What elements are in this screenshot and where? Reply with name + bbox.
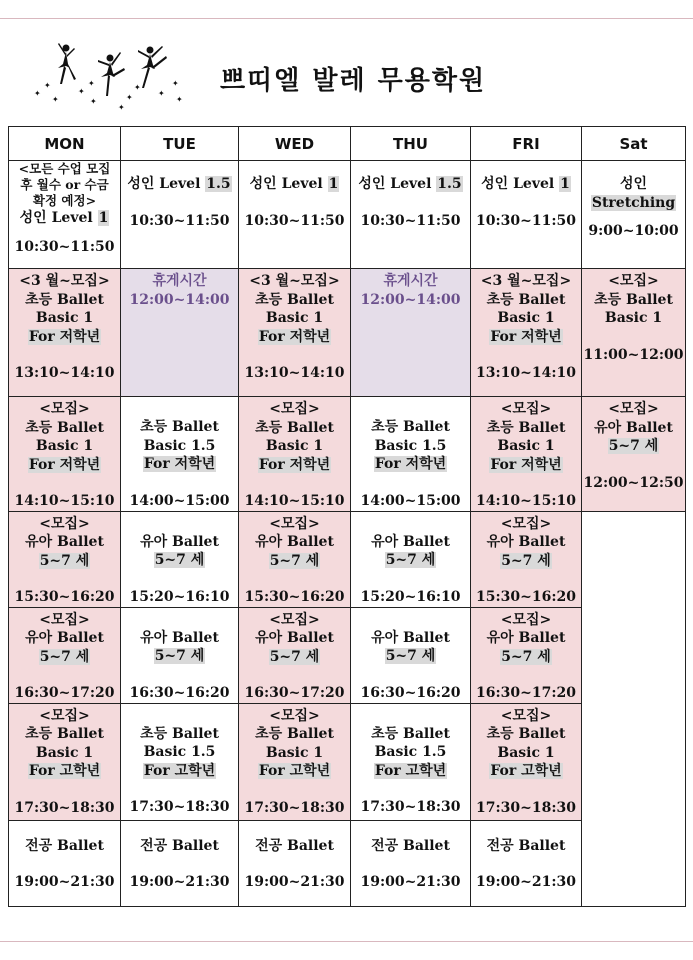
class-time: 10:30~11:50 (129, 212, 230, 229)
class-target: For 고학년 (143, 762, 216, 779)
class-cell-mon (9, 269, 121, 397)
class-time: 19:00~21:30 (129, 874, 230, 890)
class-level: 1.5 (206, 176, 231, 192)
class-level: Basic 1 (35, 438, 94, 454)
class-name: 초등 Ballet (140, 419, 219, 435)
page-title: 쁘띠엘 발레 무용학원 (220, 66, 487, 96)
class-time: 15:30~16:20 (476, 589, 576, 605)
class-time: 19:00~21:30 (14, 874, 115, 890)
class-time: 14:00~15:00 (360, 492, 461, 509)
class-name: 유아 Ballet (371, 629, 450, 646)
class-target: For 고학년 (490, 763, 562, 779)
break-cell-thu (351, 269, 471, 397)
timetable-row (9, 511, 686, 607)
class-time: 17:30~18:30 (360, 799, 461, 815)
class-level: Basic 1 (497, 744, 555, 761)
recruit-tag: <모집> (500, 707, 552, 724)
svg-text:✦: ✦ (90, 97, 97, 106)
class-level: Basic 1 (265, 438, 324, 454)
class-time: 14:10~15:10 (14, 493, 115, 509)
class-name: 전공 Ballet (371, 837, 450, 854)
recruit-tag: <모집> (608, 273, 659, 289)
class-name: 초등 Ballet (486, 291, 566, 308)
class-cell-tue (121, 703, 239, 820)
class-cell-thu (351, 607, 471, 703)
class-cell-fri-adult (471, 161, 582, 269)
class-cell-wed (239, 397, 351, 512)
recruit-tag: <모집> (500, 611, 552, 628)
class-level: Basic 1 (497, 310, 555, 326)
class-cell-fri (471, 703, 582, 820)
class-target: For 저학년 (258, 456, 331, 473)
class-cell-thu (351, 820, 471, 906)
class-time: 11:00~12:00 (583, 346, 684, 363)
class-cell-sat (582, 397, 686, 512)
class-target: For 저학년 (258, 328, 331, 345)
class-time: 14:10~15:10 (476, 493, 576, 509)
recruit-tag: <모집> (269, 401, 320, 417)
class-cell-sat (582, 269, 686, 397)
class-name: 유아 Ballet (594, 419, 673, 436)
break-label: 휴게시간 (152, 273, 207, 289)
class-cell-wed (239, 269, 351, 397)
class-cell-mon (9, 397, 121, 512)
break-time: 12:00~14:00 (360, 291, 461, 308)
break-label: 휴게시간 (383, 273, 438, 289)
recruit-tag: <3 월~모집> (249, 273, 340, 289)
class-name: 성인 Level (249, 176, 328, 192)
class-time: 15:20~16:10 (129, 588, 230, 605)
recruit-tag: <모집> (269, 707, 320, 724)
recruit-tag: <모집> (39, 401, 90, 417)
schedule-note: <모든 수업 모집 (18, 161, 111, 176)
class-age: 5~7 세 (501, 552, 551, 569)
class-time: 12:00~12:50 (583, 474, 684, 491)
class-time: 14:10~15:10 (244, 493, 345, 509)
class-cell-sat-adult (582, 161, 686, 269)
class-name: 성인 (619, 176, 648, 192)
class-target: For 저학년 (28, 328, 101, 345)
day-header-sat: Sat (582, 127, 686, 161)
class-time: 16:30~16:20 (129, 684, 230, 701)
class-name: 유아 Ballet (371, 533, 450, 550)
class-name: 유아 Ballet (25, 534, 104, 550)
class-time: 19:00~21:30 (360, 874, 461, 890)
class-cell-fri (471, 269, 582, 397)
class-age: 5~7 세 (501, 648, 551, 665)
class-level: Basic 1 (35, 310, 94, 326)
class-cell-wed (239, 607, 351, 703)
break-time: 12:00~14:00 (129, 291, 230, 308)
class-cell-fri (471, 607, 582, 703)
class-cell-mon (9, 703, 121, 820)
class-age: 5~7 세 (39, 552, 90, 569)
class-time: 16:30~17:20 (244, 685, 345, 701)
class-time: 10:30~11:50 (244, 212, 345, 229)
class-cell-mon (9, 820, 121, 906)
class-age: 5~7 세 (269, 648, 320, 665)
class-cell-wed (239, 820, 351, 906)
svg-text:✦: ✦ (52, 95, 59, 104)
class-name: 유아 Ballet (486, 630, 566, 646)
svg-text:✦: ✦ (176, 95, 183, 104)
class-cell-tue (121, 820, 239, 906)
class-time: 16:30~16:20 (360, 684, 461, 701)
class-name: 전공 Ballet (25, 837, 104, 854)
class-time: 19:00~21:30 (476, 874, 576, 890)
class-cell-tue-adult (121, 161, 239, 269)
class-cell-thu (351, 397, 471, 512)
recruit-tag: <모집> (269, 611, 320, 628)
class-cell-wed (239, 511, 351, 607)
class-name: 성인 Level (19, 210, 98, 226)
timetable-row (9, 269, 686, 397)
class-name: 유아 Ballet (140, 629, 219, 646)
break-cell-tue (121, 269, 239, 397)
class-level: Basic 1 (35, 744, 94, 761)
empty-cell-sat (582, 511, 686, 906)
svg-text:✦: ✦ (134, 83, 141, 92)
class-name: 초등 Ballet (25, 291, 104, 308)
class-target: For 고학년 (28, 763, 101, 779)
class-name: 유아 Ballet (25, 630, 104, 646)
schedule-note: 확정 예정> (32, 193, 97, 208)
svg-text:✦: ✦ (126, 93, 133, 102)
class-level: Basic 1 (497, 438, 555, 454)
class-name: 유아 Ballet (140, 533, 219, 550)
class-time: 15:30~16:20 (14, 589, 115, 605)
class-age: 5~7 세 (154, 648, 205, 664)
svg-text:✦: ✦ (88, 79, 95, 88)
class-name: 초등 Ballet (255, 726, 334, 742)
class-name: 초등 Ballet (594, 291, 673, 308)
class-time: 10:30~11:50 (14, 238, 115, 255)
class-name: 초등 Ballet (486, 726, 566, 742)
class-name: 초등 Ballet (255, 291, 334, 308)
class-time: 19:00~21:30 (244, 874, 345, 890)
class-cell-fri (471, 397, 582, 512)
class-level: Basic 1 (265, 744, 324, 761)
class-name: 유아 Ballet (255, 534, 334, 550)
class-time: 13:10~14:10 (476, 365, 576, 381)
class-target: For 고학년 (258, 763, 331, 779)
day-header-row (9, 127, 686, 161)
class-level: Stretching (591, 194, 676, 211)
class-name: 초등 Ballet (25, 419, 104, 436)
class-cell-wed (239, 703, 351, 820)
class-name: 전공 Ballet (486, 837, 566, 854)
class-time: 13:10~14:10 (244, 365, 345, 381)
class-time: 10:30~11:50 (360, 212, 461, 229)
class-target: For 저학년 (490, 328, 562, 345)
day-header-tue: TUE (121, 127, 239, 161)
recruit-tag: <모집> (39, 707, 90, 724)
day-header-fri: FRI (471, 127, 582, 161)
recruit-tag: <모집> (39, 611, 90, 628)
class-cell-wed-adult (239, 161, 351, 269)
timetable-row (9, 161, 686, 269)
class-name: 초등 Ballet (371, 725, 450, 742)
class-target: For 고학년 (374, 762, 447, 779)
recruit-tag: <3 월~모집> (19, 273, 110, 289)
class-target: For 저학년 (374, 456, 447, 472)
class-target: For 저학년 (490, 456, 562, 473)
class-name: 초등 Ballet (25, 726, 104, 742)
bottom-divider (0, 941, 693, 942)
header (30, 38, 670, 118)
class-name: 전공 Ballet (140, 837, 219, 854)
class-cell-tue (121, 607, 239, 703)
class-time: 15:30~16:20 (244, 589, 345, 605)
class-age: 5~7 세 (385, 648, 436, 664)
class-time: 14:00~15:00 (129, 492, 230, 509)
class-cell-thu (351, 511, 471, 607)
recruit-tag: <모집> (39, 515, 90, 532)
class-time: 17:30~18:30 (476, 799, 576, 816)
class-level: Basic 1.5 (143, 437, 216, 454)
class-time: 16:30~17:20 (476, 685, 576, 701)
weekly-timetable (8, 126, 686, 907)
svg-text:✦: ✦ (44, 81, 51, 90)
class-cell-mon (9, 511, 121, 607)
class-age: 5~7 세 (39, 648, 90, 665)
timetable-row (9, 397, 686, 512)
class-level: Basic 1 (604, 310, 663, 326)
day-header-wed: WED (239, 127, 351, 161)
day-header-thu: THU (351, 127, 471, 161)
class-time: 9:00~10:00 (588, 223, 679, 239)
class-target: For 저학년 (143, 456, 216, 472)
class-name: 초등 Ballet (255, 419, 334, 436)
class-age: 5~7 세 (385, 552, 436, 568)
class-name: 초등 Ballet (486, 419, 566, 436)
class-time: 17:30~18:30 (129, 799, 230, 815)
svg-text:✦: ✦ (34, 89, 41, 98)
class-level: Basic 1.5 (374, 437, 447, 454)
class-level: 1.5 (437, 176, 462, 192)
class-time: 15:20~16:10 (360, 588, 461, 605)
recruit-tag: <3 월~모집> (480, 273, 572, 289)
class-level: Basic 1 (265, 310, 324, 326)
class-time: 16:30~17:20 (14, 685, 115, 701)
class-age: 5~7 세 (608, 438, 659, 454)
class-target: For 저학년 (28, 456, 101, 473)
class-name: 초등 Ballet (140, 725, 219, 742)
class-name: 성인 Level (358, 176, 437, 192)
recruit-tag: <모집> (269, 515, 320, 532)
class-age: 5~7 세 (154, 552, 205, 568)
class-name: 초등 Ballet (371, 419, 450, 435)
svg-text:✦: ✦ (158, 89, 165, 98)
svg-text:✦: ✦ (118, 103, 125, 112)
class-time: 17:30~18:30 (244, 799, 345, 816)
class-cell-fri (471, 820, 582, 906)
class-name: 성인 Level (481, 176, 560, 192)
class-cell-tue (121, 511, 239, 607)
schedule-note: 후 월수 or 수금 (20, 177, 109, 192)
class-time: 10:30~11:50 (476, 212, 576, 229)
ballerina-silhouettes-logo (30, 38, 190, 118)
class-name: 유아 Ballet (255, 630, 334, 646)
recruit-tag: <모집> (500, 401, 552, 417)
class-cell-tue (121, 397, 239, 512)
svg-text:✦: ✦ (172, 79, 179, 88)
class-level: Basic 1.5 (143, 744, 216, 760)
class-level: 1 (98, 210, 109, 226)
class-level: Basic 1.5 (374, 744, 447, 760)
day-header-mon: MON (9, 127, 121, 161)
class-cell-mon-adult (9, 161, 121, 269)
class-cell-thu-adult (351, 161, 471, 269)
class-cell-mon (9, 607, 121, 703)
class-time: 13:10~14:10 (14, 365, 115, 381)
class-cell-fri (471, 511, 582, 607)
recruit-tag: <모집> (500, 515, 552, 532)
class-time: 17:30~18:30 (14, 799, 115, 816)
class-name: 전공 Ballet (255, 837, 334, 854)
class-level: 1 (560, 176, 570, 192)
class-age: 5~7 세 (269, 552, 320, 569)
svg-text:✦: ✦ (78, 87, 85, 96)
top-divider (0, 18, 693, 19)
class-cell-thu (351, 703, 471, 820)
class-name: 유아 Ballet (486, 534, 566, 550)
class-level: 1 (328, 176, 339, 192)
recruit-tag: <모집> (608, 401, 659, 417)
class-name: 성인 Level (127, 176, 206, 192)
